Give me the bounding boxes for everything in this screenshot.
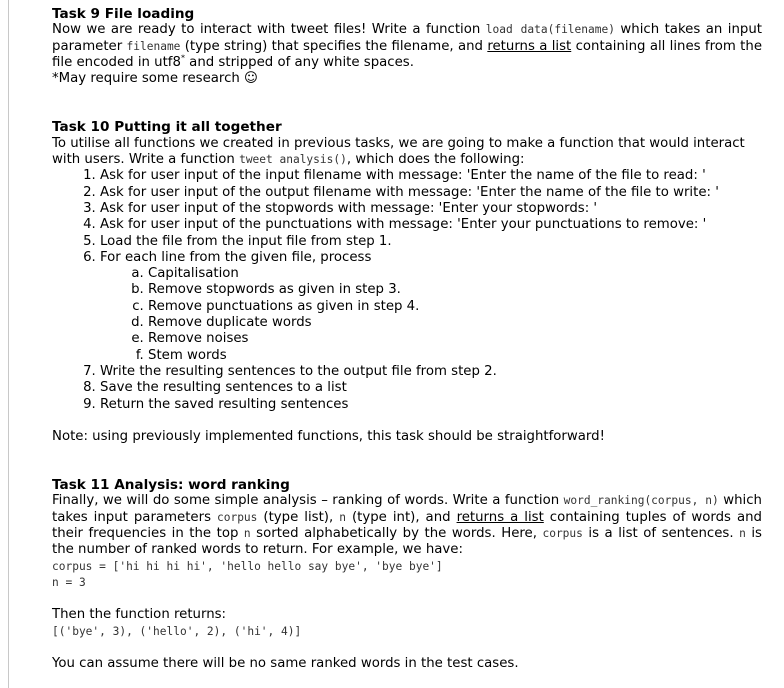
list-item: 3. Ask for user input of the stopwords with message: 'Enter your stopwords: ' (100, 201, 762, 217)
code-line: [('bye', 3), ('hello', 2), ('hi', 4)] (52, 624, 302, 638)
returns-emphasis: returns a list (456, 509, 544, 525)
sub-list-item: f. Stem words (148, 348, 762, 364)
task-11-title: Task 11 Analysis: word ranking (52, 477, 290, 494)
list-item: 4. Ask for user input of the punctuations with message: 'Enter your punctuations to remove: ' (100, 217, 762, 233)
list-item-text: For each line from the given file, process (100, 249, 372, 265)
text-run: Finally, we will do some simple analysis – ranking of words. Write a function (52, 493, 564, 509)
text-run: which takes input parameters (52, 493, 762, 525)
example-input-code (52, 559, 762, 592)
text-run: containing all lines from the file encoded in utf8 (52, 38, 763, 70)
footnote-star: * (180, 53, 185, 63)
list-item: 2. Ask for user input of the output filename with message: 'Enter the name of the file to write: ' (100, 185, 762, 201)
text-run: , which does the following: (346, 152, 525, 168)
text-run: (type string) that specifies the filename, and (180, 38, 488, 54)
sub-list-item: e. Remove noises (148, 331, 762, 347)
parameter-name: n (339, 510, 346, 524)
task-9-description (52, 22, 762, 71)
text-run: Now we are ready to interact with tweet files! Write a function (52, 22, 486, 38)
code-line: corpus = ['hi hi hi hi', 'hello hello say bye', 'bye bye'] (52, 559, 443, 573)
code-line: n = 3 (52, 575, 86, 589)
parameter-name: n (243, 527, 251, 541)
text-run: (type int), and (345, 509, 457, 525)
task-11-final-note: You can assume there will be no same ranked words in the test cases. (52, 655, 519, 671)
text-run: is the number of ranked words to return. For example, we have: (52, 526, 762, 558)
list-item: 7. Write the resulting sentences to the output file from step 2. (100, 364, 762, 380)
text-run: is a list of sentences. (582, 526, 740, 542)
text-run: and stripped of any white spaces. (184, 54, 414, 70)
text-run: To utilise all functions we created in previous tasks, we are going to make a function that would interact with users. Write a function (52, 135, 745, 168)
returns-emphasis: returns a list (487, 38, 572, 54)
task-10-note: Note: using previously implemented functions, this task should be straightforward! (52, 428, 605, 444)
task-11-description (52, 493, 762, 558)
parameter-name: corpus (216, 510, 258, 524)
task-9-title: Task 9 File loading (52, 6, 195, 22)
parameter-name: n (739, 527, 746, 541)
steps-list (52, 168, 762, 412)
function-name: tweet analysis() (239, 153, 347, 167)
list-item: 9. Return the saved resulting sentences (100, 397, 762, 413)
list-item (100, 250, 762, 364)
page-left-border (8, 0, 9, 688)
example-output-code (52, 624, 762, 640)
task-9-footnote: *May require some research ☺ (52, 71, 258, 87)
sub-list-item: c. Remove punctuations as given in step 4. (148, 299, 762, 315)
text-run: containing tuples of words and their frequencies in the top (52, 509, 762, 542)
sub-list-item: b. Remove stopwords as given in step 3. (148, 282, 762, 298)
task-11-section (52, 477, 762, 672)
function-name: load data(filename) (485, 23, 615, 37)
sub-list-item: a. Capitalisation (148, 266, 762, 282)
list-item: 5. Load the file from the input file from step 1. (100, 234, 762, 250)
parameter-name: filename (126, 39, 181, 53)
task-11-then: Then the function returns: (52, 607, 227, 623)
list-item: 8. Save the resulting sentences to a list (100, 380, 762, 396)
list-item: 1. Ask for user input of the input filename with message: 'Enter the name of the file to read: ' (100, 168, 762, 184)
task-10-title: Task 10 Putting it all together (52, 119, 282, 136)
task-9-section (52, 6, 762, 87)
task-10-section (52, 119, 762, 445)
substeps-list (100, 266, 762, 364)
parameter-name: corpus (542, 527, 583, 541)
text-run: which takes an input parameter (52, 22, 762, 54)
task-10-description (52, 136, 762, 169)
function-name: word_ranking(corpus, n) (563, 494, 719, 508)
sub-list-item: d. Remove duplicate words (148, 315, 762, 331)
text-run: sorted alphabetically by the words. Here, (250, 526, 543, 542)
document-body (52, 6, 762, 672)
text-run: (type list), (257, 509, 340, 525)
